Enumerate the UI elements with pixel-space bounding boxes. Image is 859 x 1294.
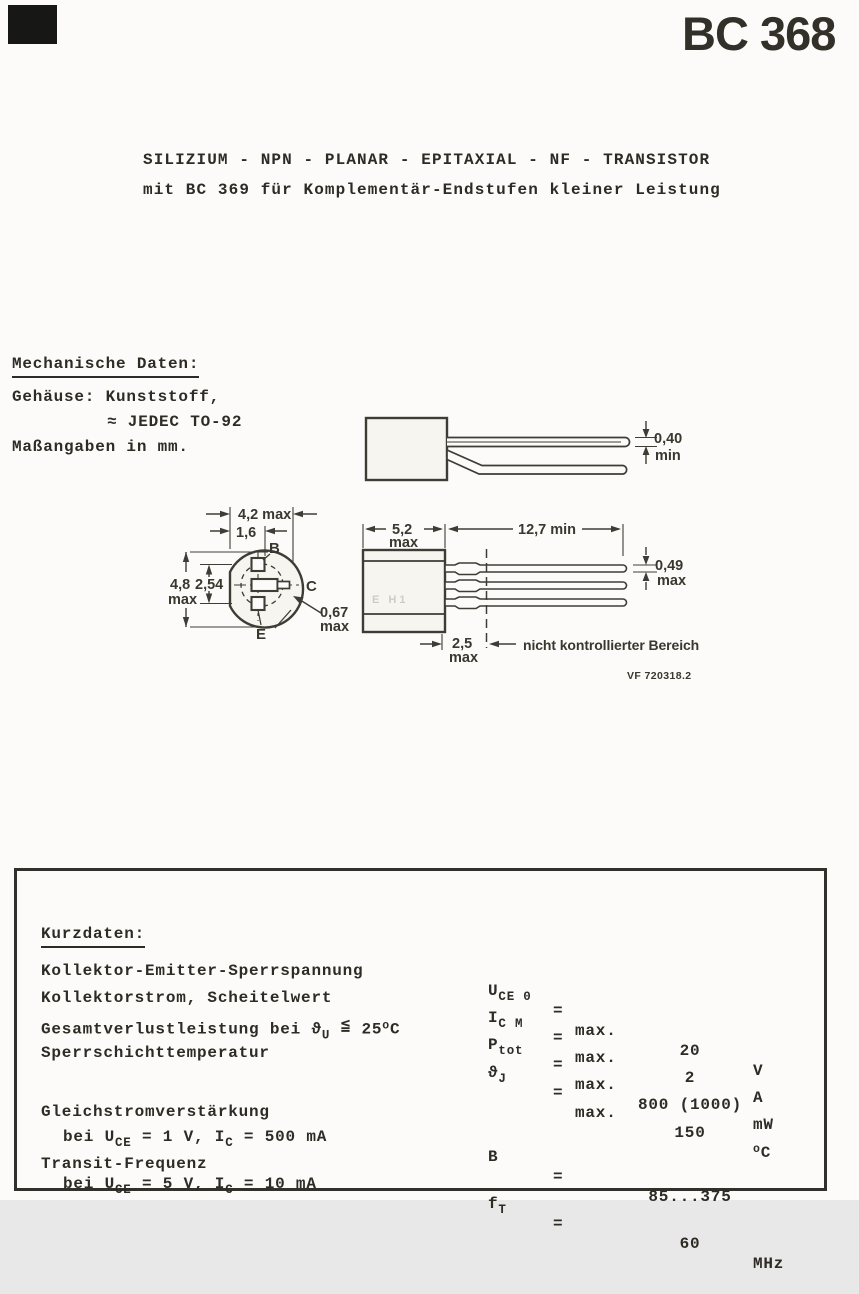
arrow-right bbox=[611, 526, 621, 532]
unit: MHz bbox=[753, 1255, 785, 1273]
arrow-down bbox=[643, 556, 650, 565]
pin-e-pad bbox=[252, 597, 265, 610]
symbol: $P_{tot}$ bbox=[488, 1036, 524, 1058]
dim-body-width-side-qual: max bbox=[389, 535, 419, 551]
dim-body-width-side: 5,2 bbox=[392, 522, 413, 538]
kurzdaten-box bbox=[14, 868, 827, 1273]
value: 85...375 bbox=[648, 1188, 732, 1206]
dim-uncontrolled-length: 2,5 bbox=[452, 636, 473, 652]
arrow-left bbox=[489, 641, 499, 647]
pin-label-e: E bbox=[256, 626, 267, 643]
param-label: Kollektor-Emitter-Sperrspannung bbox=[41, 962, 364, 980]
pin-b-pad bbox=[252, 558, 265, 571]
page-title: BC 368 bbox=[682, 7, 836, 60]
dim-pin-width-qual: max bbox=[320, 619, 350, 635]
dim-lead-thickness-min: 0,40 bbox=[654, 431, 683, 447]
qualifier: max. bbox=[575, 1022, 617, 1040]
lead-3 bbox=[445, 597, 627, 609]
dim-uncontrolled-length-qual: max bbox=[449, 650, 479, 666]
dim-pin-pitch: 2,54 bbox=[195, 577, 224, 593]
value: 60 bbox=[679, 1235, 701, 1253]
param-label: Transit-Frequenz bbox=[41, 1155, 208, 1173]
symbol: $I_{C M}$ bbox=[488, 1009, 524, 1031]
bottom-view-group bbox=[168, 507, 349, 643]
arrow-left bbox=[365, 526, 375, 532]
dim-lead-thickness-min-qual: min bbox=[655, 448, 681, 464]
drawing-number: VF 720318.2 bbox=[627, 670, 692, 682]
arrow-up bbox=[643, 446, 650, 455]
equals-sign: = bbox=[553, 1084, 564, 1102]
top-view-group bbox=[366, 418, 682, 480]
dim-body-height: 4,8 bbox=[170, 577, 191, 593]
value: 20 bbox=[679, 1042, 701, 1060]
symbol: $ϑ_J$ bbox=[488, 1064, 507, 1086]
arrow-right bbox=[432, 641, 442, 647]
arrow-down bbox=[206, 594, 212, 604]
equals-sign: = bbox=[553, 1002, 564, 1020]
symbol: $U_{CE 0}$ bbox=[488, 982, 532, 1004]
dim-pin-width: 0,67 bbox=[320, 605, 349, 621]
mechanical-heading: Mechanische Daten: bbox=[12, 354, 199, 374]
kurzdaten-heading-row bbox=[17, 904, 824, 943]
value: 2 bbox=[684, 1069, 696, 1087]
equals-sign: = bbox=[553, 1215, 564, 1233]
symbol: $f_T$ bbox=[488, 1195, 507, 1217]
uncontrolled-region-label: nicht kontrollierter Bereich bbox=[523, 637, 700, 653]
param-label: Gleichstromverstärkung bbox=[41, 1103, 270, 1121]
symbol: B bbox=[488, 1148, 499, 1166]
pin-label-b: B bbox=[269, 540, 280, 557]
qualifier: max. bbox=[575, 1049, 617, 1067]
dim-lead-length: 12,7 min bbox=[518, 522, 577, 538]
dim-pin-offset: 1,6 bbox=[236, 525, 257, 541]
pin-label-c: C bbox=[306, 578, 317, 595]
transit-title-row bbox=[17, 1134, 824, 1173]
arrow-up bbox=[183, 552, 189, 562]
package-body-side-view bbox=[363, 550, 445, 632]
arrow-down bbox=[183, 617, 189, 627]
unit: $^o$C bbox=[753, 1142, 772, 1162]
unit: mW bbox=[753, 1116, 774, 1134]
units-note: Maßangaben in mm. bbox=[12, 438, 189, 456]
value: 150 bbox=[674, 1124, 706, 1142]
arrow-left bbox=[265, 528, 275, 534]
pin-c-pad bbox=[252, 579, 278, 591]
lead-1 bbox=[445, 563, 627, 575]
arrow-right bbox=[220, 511, 230, 517]
test-condition: bei $U_{CE} = 5$ V, $I_C = 10$ mA bbox=[63, 1175, 317, 1197]
test-condition: bei $U_{CE} = 1$ V, $I_C = 500$ mA bbox=[63, 1128, 328, 1150]
lead-bent bbox=[447, 450, 627, 474]
param-label: Gesamtverlustleistung bei $ϑ_U$ ≦ 25$^o$C bbox=[41, 1015, 401, 1043]
qualifier: max. bbox=[575, 1104, 617, 1122]
ticks-0-49 bbox=[633, 565, 657, 572]
side-view-group bbox=[363, 522, 699, 682]
dim-lead-thickness: 0,49 bbox=[655, 558, 684, 574]
arrow-up bbox=[643, 572, 650, 581]
lead-2 bbox=[445, 580, 627, 592]
dim-lead-thickness-qual: max bbox=[657, 573, 687, 589]
case-material: Gehäuse: Kunststoff, bbox=[12, 388, 221, 406]
package-body-top-view bbox=[366, 418, 447, 480]
arrow-down bbox=[643, 429, 650, 438]
param-label: Kollektorstrom, Scheitelwert bbox=[41, 989, 333, 1007]
param-label: Sperrschichttemperatur bbox=[41, 1044, 270, 1062]
equals-sign: = bbox=[553, 1056, 564, 1074]
arrow-left bbox=[293, 511, 303, 517]
arrow-right bbox=[433, 526, 443, 532]
arrow-left bbox=[448, 526, 458, 532]
arrow-up bbox=[206, 565, 212, 575]
qualifier: max. bbox=[575, 1076, 617, 1094]
header-line-1: SILIZIUM - NPN - PLANAR - EPITAXIAL - NF - TRANSISTOR bbox=[143, 151, 711, 169]
unit: V bbox=[753, 1062, 764, 1080]
equals-sign: = bbox=[553, 1168, 564, 1186]
dim-body-width: 4,2 max bbox=[238, 507, 292, 523]
header-line-2: mit BC 369 für Komplementär-Endstufen kleiner Leistung bbox=[143, 181, 721, 199]
dim-body-height-qual: max bbox=[168, 592, 198, 608]
mold-marking: E H1 bbox=[372, 594, 409, 606]
kurzdaten-heading: Kurzdaten: bbox=[41, 925, 145, 948]
equals-sign: = bbox=[553, 1029, 564, 1047]
arrow-right bbox=[220, 528, 230, 534]
package-drawing bbox=[150, 395, 859, 695]
value: 800 (1000) bbox=[637, 1096, 742, 1114]
scan-corner-mark bbox=[8, 5, 57, 44]
unit: A bbox=[753, 1089, 764, 1107]
case-standard: ≈ JEDEC TO-92 bbox=[107, 413, 243, 431]
pin-c-tip bbox=[278, 582, 290, 589]
